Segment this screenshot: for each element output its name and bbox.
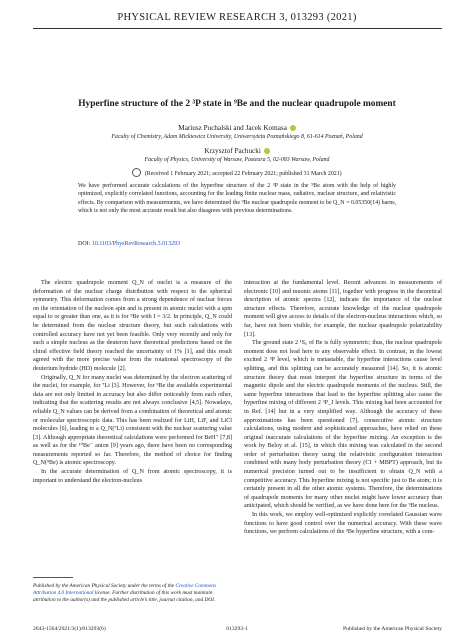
orcid-icon[interactable] [264, 148, 270, 154]
article-title: Hyperfine structure of the 2 ³P state in ⁹Be and the nuclear quadrupole moment [78, 99, 396, 109]
paragraph: interaction at the fundamental level. Recent advances in measurements of electronic [10] and muonic atoms [11], together with progress in the theoretical description of atomic spectra [12], indicate the importance of the nuclear structure effects. Therefore, accurate knowledge of the nuclear quadrupole moment will give access to details of the electron-nucleus interactions which, so far, have not been visible, for example, the nuclear quadrupole polarizability [13]. [244, 280, 442, 338]
footnote-rule [33, 577, 73, 578]
authors-line-1 [20, 124, 454, 132]
body-column-right [244, 279, 442, 537]
check-for-updates-icon[interactable] [132, 168, 141, 177]
orcid-icon[interactable] [290, 125, 296, 131]
footer-page-number: 013293-1 [226, 626, 248, 632]
license-link[interactable]: Creative Commons Attribution 4.0 International [33, 583, 217, 597]
header-rule [33, 28, 442, 29]
doi-label: DOI: [78, 241, 91, 247]
paragraph: The ground state 2 ¹S₀ of Be is fully symmetric; thus, the nuclear quadrupole moment does not lead here to any observable effect. In contrast, in the lowest excited 2 ³P level, which is metastable, the hyperfine interactions cause level splitting, and this splitting can be accurately measured [14]. So, it is atomic structure theory that must interpret the hyperfine structure in terms of the magnetic dipole and the electric quadrupole moments of the nucleus. Still, the same hyperfine interactions that lead to the hyperfine splitting also cause the hyperfine mixing of different 2 ³P_J levels. This mixing had been accounted for in Ref. [14] but in a very simplified way. Although the accuracy of these approximations has been questioned [7], consecutive atomic structure calculations, using modern and sophisticated approaches, have relied on these original inaccurate calculations of the hyperfine mixing. An exception is the work by Beloy et al. [15], in which this mixing was calculated in the second order of perturbation theory using the relativistic configuration interaction combined with many body perturbation theory (CI + MBPT) approach, but its numerical precision turned out to be insufficient to obtain Q_N with a competitive accuracy. This hyperfine mixing is not specific just to Be atom; it is certainly present in all the other atomic systems. Therefore, the determinations of quadrupole moments for many other nuclei might have lower accuracy than anticipated, which should be verified, as we have done here for the ⁹Be nucleus. [244, 340, 442, 510]
authors-text-1: Mariusz Puchalski and Jacek Komasa [178, 124, 287, 132]
journal-header: PHYSICAL REVIEW RESEARCH 3, 013293 (2021) [117, 12, 357, 23]
paragraph: In the accurate determination of Q_N from atomic spectroscopy, it is important to understand the electron-nucleus [33, 469, 232, 484]
doi-line [78, 241, 180, 247]
doi-link[interactable]: 10.1103/PhysRevResearch.3.013293 [91, 241, 181, 247]
dates-text: (Received 1 February 2021; accepted 22 February 2021; published 31 March 2021) [144, 170, 342, 177]
abstract: We have performed accurate calculations of the hyperfine structure of the 2 ³P state in the ⁹Be atom with the help of highly optimized, explicitly correlated functions, accounting for the leading finite nuclear mass, radiative, nuclear structure, and relativistic effects. By comparison with measurements, we have determined the ⁹Be nuclear quadrupole moment to be Q_N = 0.05350(14) barns, which is not only the most accurate result but also disagrees with previous determinations. [78, 183, 396, 215]
paragraph: The electric quadrupole moment Q_N of nuclei is a measure of the deformation of the nuclear charge distribution with respect to the spherical symmetry. This deformation comes from a strong dependence of nuclear forces on the orientation of the nucleon spin and is present in atomic nuclei with a spin equal to or greater than one, as it is for ⁹Be with I = 3/2. In principle, Q_N could be determined from the nuclear structure theory, but such calculations with controlled accuracy have not yet been feasible. Only very recently and only for such a simple nucleus as the deuteron have theoretical predictions based on the chiral effective field theory reached the uncertainty of 1% [1], and this result agreed with the more precise value from the rotational spectroscopy of the deuterium hydride (HD) molecule [2]. [33, 280, 232, 372]
authors-text-2: Krzysztof Pachucki [204, 147, 261, 155]
footnote-text-1: Published by the American Physical Society under the terms of the [33, 583, 176, 589]
footnote-text-2: license. Further distribution of this work must maintain attribution to the author(s) and the published article’s title, journal citation, and DOI. [33, 590, 216, 604]
license-footnote [33, 583, 232, 605]
footer-issn: 2643-1564/2021/3(1)/013293(6) [33, 626, 106, 632]
body-column-left [33, 279, 232, 485]
paragraph: Originally, Q_N for many nuclei was determined by the electron scattering of the nuclei, for example, for ⁷Li [3]. However, for ⁹Be the available experimental data are not only limited in accuracy but also differ noticeably from each other, indicating that the scattering results are not always conclusive [4,5]. Nowadays, reliable Q_N values can be derived from a combination of theoretical and atomic or molecular spectroscopic data. This has been realized for LiH, LiF, and LiCl molecules [6], leading to a Q_N(⁷Li) consistent with the nuclear scattering value [3]. Although appropriate theoretical calculations were performed for BeH⁺ [7,8] as well as for the ¹⁰Be⁻ anion [9] years ago, there have been no corresponding measurements reported so far. Therefore, the method of choice for finding Q_N(⁹Be) is atomic spectroscopy. [33, 374, 232, 467]
authors-line-2 [20, 147, 454, 155]
paragraph: In this work, we employ well-optimized explicitly correlated Gaussian wave functions to have good control over the numerical accuracy. With these wave functions, we perform calculations of the ⁹Be hyperfine structure, with a com- [244, 512, 442, 536]
affiliation-2: Faculty of Physics, University of Warsaw, Pasteura 5, 02-093 Warsaw, Poland [144, 157, 330, 163]
footer-publisher: Published by the American Physical Society [343, 626, 442, 632]
affiliation-1: Faculty of Chemistry, Adam Mickiewicz University, Uniwersytetu Poznańskiego 8, 61-614 Poznań, Poland [111, 134, 363, 140]
publication-dates [20, 169, 454, 178]
